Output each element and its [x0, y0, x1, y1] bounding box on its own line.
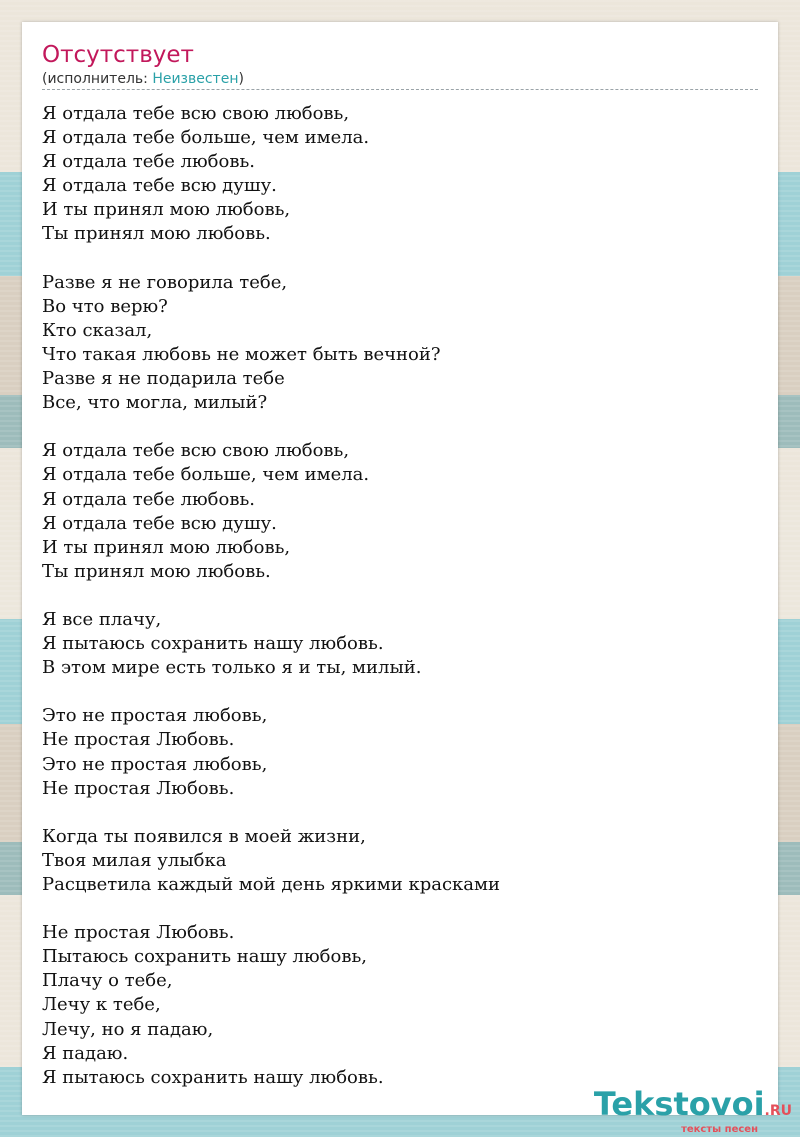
lyric-line: Плачу о тебе, [42, 970, 173, 992]
artist-link[interactable]: Неизвестен [152, 71, 239, 87]
lyric-line: Это не простая любовь, [42, 705, 268, 727]
lyric-line: И ты принял мою любовь, [42, 199, 291, 221]
artist-line [42, 71, 244, 87]
lyric-line: Не простая Любовь. [42, 777, 235, 799]
lyric-line: Я пытаюсь сохранить нашу любовь. [42, 633, 384, 655]
artist-prefix: (исполнитель: [42, 71, 153, 87]
lyric-line: Не простая Любовь. [42, 922, 235, 944]
lyric-line: Я отдала тебе всю душу. [42, 175, 277, 197]
stanza-break [42, 415, 500, 439]
lyric-line: Лечу к тебе, [42, 994, 161, 1016]
lyric-line: Я отдала тебе всю свою любовь, [42, 440, 350, 462]
lyric-line: Разве я не говорила тебе, [42, 271, 288, 293]
site-logo[interactable] [594, 1087, 792, 1135]
lyric-line: Я отдала тебе больше, чем имела. [42, 464, 370, 486]
lyric-line: Я отдала тебе больше, чем имела. [42, 127, 370, 149]
lyric-line: Не простая Любовь. [42, 729, 235, 751]
lyric-line: Это не простая любовь, [42, 753, 268, 775]
lyric-line: Кто сказал, [42, 319, 153, 341]
lyrics-sheet [22, 22, 778, 1115]
stanza-break [42, 680, 500, 704]
logo-tld: .RU [764, 1103, 792, 1119]
stanza-break [42, 897, 500, 921]
lyric-line: Расцветила каждый мой день яркими красками [42, 874, 501, 895]
lyric-line: Ты принял мою любовь. [42, 560, 271, 582]
lyric-line: Лечу, но я падаю, [42, 1018, 214, 1040]
song-title: Отсутствует [42, 42, 194, 68]
lyric-line: Когда ты появился в моей жизни, [42, 825, 366, 847]
lyrics-text [42, 102, 500, 1090]
lyric-line: Я отдала тебе любовь. [42, 151, 256, 173]
lyric-line: Я все плачу, [42, 608, 162, 630]
lyric-line: И ты принял мою любовь, [42, 536, 291, 558]
lyric-line: Ты принял мою любовь. [42, 223, 271, 245]
logo-tagline: тексты песен [681, 1124, 758, 1135]
lyric-line: Я отдала тебе всю душу. [42, 512, 277, 534]
lyric-line: Разве я не подарила тебе [42, 368, 285, 390]
lyric-line: Я отдала тебе всю свою любовь, [42, 103, 350, 124]
stanza-break [42, 801, 500, 825]
lyric-line: Во что верю? [42, 295, 168, 317]
lyric-line: Твоя милая улыбка [42, 849, 227, 871]
lyric-line: Я отдала тебе любовь. [42, 488, 256, 510]
stanza-break [42, 584, 500, 608]
lyric-line: Пытаюсь сохранить нашу любовь, [42, 946, 367, 968]
lyric-line: Я падаю. [42, 1042, 129, 1064]
lyric-line: В этом мире есть только я и ты, милый. [42, 657, 422, 679]
lyric-line: Я пытаюсь сохранить нашу любовь. [42, 1066, 384, 1088]
lyric-line: Все, что могла, милый? [42, 392, 268, 414]
lyric-line: Что такая любовь не может быть вечной? [42, 343, 441, 365]
stanza-break [42, 247, 500, 271]
logo-name: Tekstovoi [593, 1085, 765, 1123]
artist-suffix: ) [238, 71, 244, 87]
title-divider [42, 89, 758, 90]
